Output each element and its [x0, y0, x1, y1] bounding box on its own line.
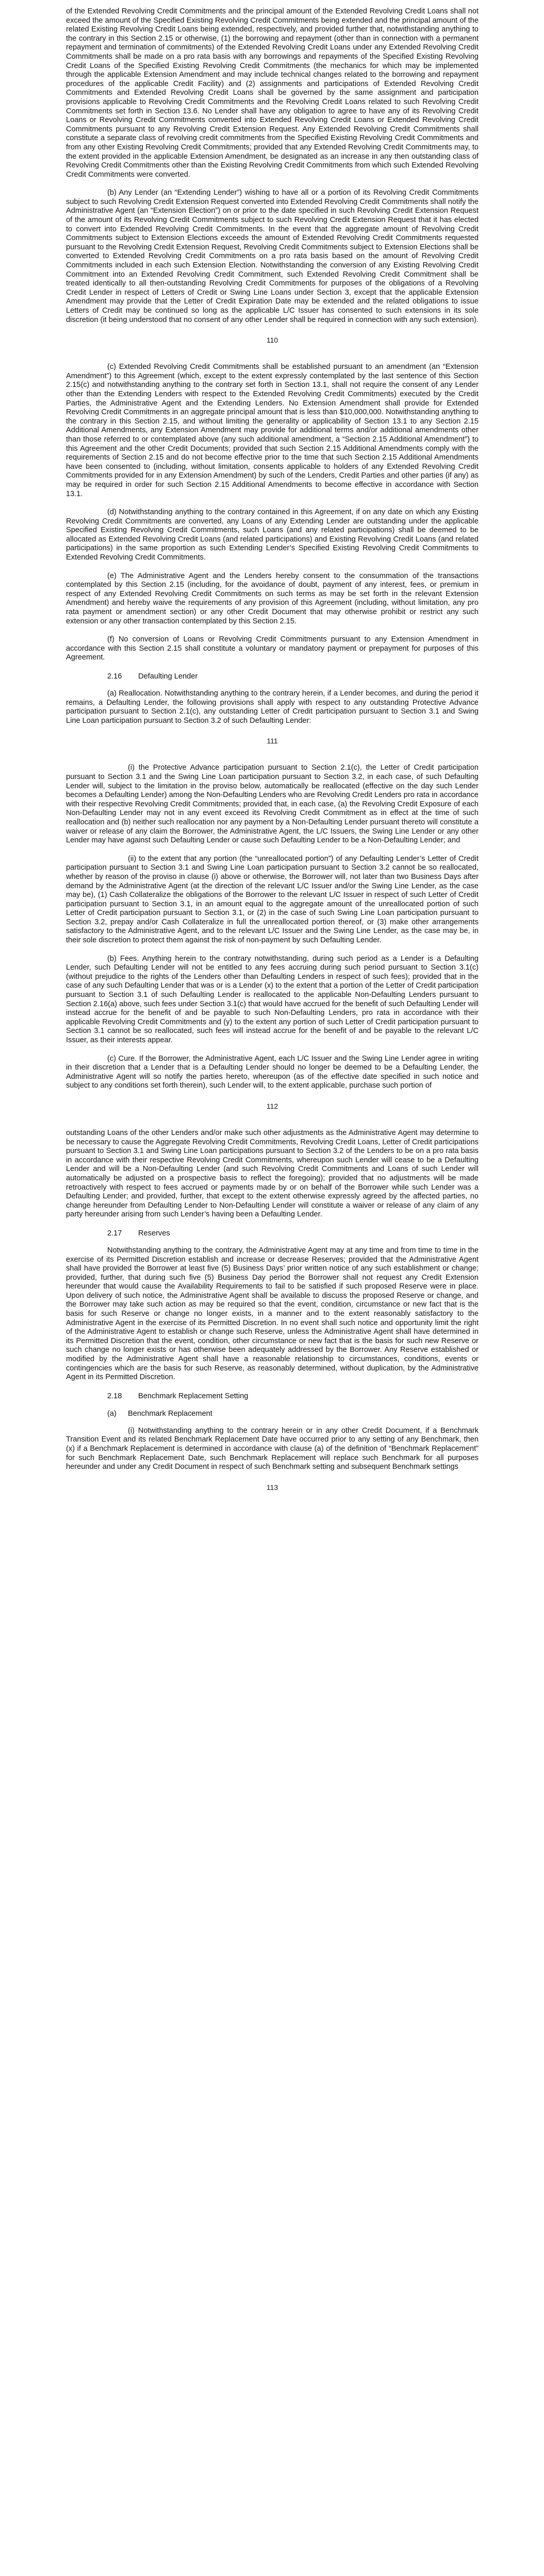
paragraph-b: (b) Any Lender (an “Extending Lender”) wishing to have all or a portion of its Revolving Credit Commitments subject to such Revolving Credit Extension Request converted into Extended Revolving Credit Commitments shall notify the Administrative Agent (an “Extension Election”) on or prior to the date specified in such Revolving Credit Extension Request of the amount of its Revolving Credit Commitments subject to such Revolving Credit Extension Request that it has elected to convert into Extended Revolving Credit Commitments. In the event that the aggregate amount of Revolving Credit Commitments subject to Extension Elections exceeds the amount of Extended Revolving Credit Commitments requested pursuant to the Revolving Credit Extension Request, Revolving Credit Commitments subject to Extension Elections shall be converted to Extended Revolving Credit Commitments on a pro rata basis based on the amount of Revolving Credit Commitments included in each such Extension Election. Notwithstanding the conversion of any Existing Revolving Credit Commitment into an Extended Revolving Credit Commitment, such Extended Revolving Credit Commitment shall be treated identically to all then-outstanding Revolving Credit Commitments for purposes of the obligations of a Revolving Credit Lender in respect of Letters of Credit or Swing Line Loans under Section 3, except that the applicable Extension Amendment may provide that the Letter of Credit Expiration Date may be extended and the related obligations to issue Letters of Credit may be continued so long as the applicable L/C Issuer has consented to such extensions in its sole discretion (it being understood that no consent of any other Lender shall be required in connection with any such extension). — [66, 189, 479, 324]
section-number: 2.18 — [107, 1392, 122, 1400]
section-heading — [66, 1392, 479, 1401]
subsection-heading — [66, 1409, 479, 1418]
paragraph-c: (c) Extended Revolving Credit Commitments shall be established pursuant to an amendment (an “Extension Amendment”) to this Agreement (which, except to the extent expressly contemplated by the last sentence of this Section 2.15(c) and notwithstanding anything to the contrary set forth in Section 13.1, shall not require the consent of any Lender other than the Extending Lenders with respect to the Extended Revolving Credit Commitments) executed by the Credit Parties, the Administrative Agent and the Extending Lenders. No Extension Amendment shall provide for Extended Revolving Credit Commitments in an aggregate principal amount that is less than $10,000,000. Notwithstanding anything to the contrary in this Section 2.15, and without limiting the generality or applicability of Section 13.1 to any Section 2.15 Additional Amendments, any Extension Amendment may provide for additional terms and/or additional amendments other than those referred to or contemplated above (any such additional amendment, a “Section 2.15 Additional Amendment”) to this Agreement and the other Credit Documents; provided that such Section 2.15 Additional Amendments comply with the requirements of Section 2.15 and do not become effective prior to the time that such Section 2.15 Additional Amendments have been consented to (including, without limitation, consents applicable to holders of any Extended Revolving Credit Commitments provided for in any Extension Amendment) by such of the Lenders, Credit Parties and other parties (if any) as may be required in order for such Section 2.15 Additional Amendments to become effective in accordance with Section 13.1. — [66, 363, 479, 498]
section-number: 2.16 — [107, 672, 122, 681]
paragraph-c-cure: (c) Cure. If the Borrower, the Administrative Agent, each L/C Issuer and the Swing Line Lender agree in writing in their discretion that a Lender that is a Defaulting Lender should no longer be deemed to be a Defaulting Lender, the Administrative Agent will so notify the parties hereto, whereupon (as of the effective date specified in such notice and subject to any conditions set forth therein), such Lender will, to the extent applicable, purchase such portion of — [66, 1054, 479, 1090]
subsection-title: Benchmark Replacement — [128, 1409, 212, 1418]
paragraph-b-fees: (b) Fees. Anything herein to the contrary notwithstanding, during such period as a Lender is a Defaulting Lender, such Defaulting Lender will not be entitled to any fees accruing during such period pursuant to Section 3.1(c) (without prejudice to the rights of the Lenders other than Defaulting Lenders in respect of such fees); provided that in the case of any such Defaulting Lender that was or is a Lender (x) to the extent that a portion of the Letter of Credit participation pursuant to Section 3.1 of such Defaulting Lender is reallocated to the applicable Non-Defaulting Lenders pursuant to Section 2.16(a) above, such fees under Section 3.1(c) that would have accrued for the benefit of such Defaulting Lender will instead accrue for the benefit of and be payable to such Non-Defaulting Lenders, pro rata in accordance with their applicable Revolving Credit Commitments and (y) to the extent any portion of such Letter of Credit participation pursuant to Section 3.1 cannot be so reallocated, such fees will instead accrue for the benefit of and be payable to the relevant L/C Issuer, as their interests appear. — [66, 954, 479, 1044]
paragraph-e: (e) The Administrative Agent and the Lenders hereby consent to the consummation of the transactions contemplated by this Section 2.15 (including, for the avoidance of doubt, payment of any interest, fees, or premium in respect of any Extended Revolving Credit Commitments on such terms as may be set forth in the relevant Extension Amendment) and hereby waive the requirements of any provision of this Agreement (including, without limitation, any pro rata payment or amendment section) or any other Credit Document that may otherwise prohibit or restrict any such extension or any other transaction contemplated by this Section 2.15. — [66, 571, 479, 625]
paragraph-a-reallocation: (a) Reallocation. Notwithstanding anything to the contrary herein, if a Lender becomes, and during the period it remains, a Defaulting Lender, the following provisions shall apply with respect to any outstanding Protective Advance participation pursuant to Section 2.1(c), any outstanding Letter of Credit participation pursuant to Section 3.1 and Swing Line Loan participation pursuant to Section 3.2 of such Defaulting Lender: — [66, 689, 479, 725]
section-heading — [66, 1229, 479, 1238]
section-heading — [66, 672, 479, 681]
page-number: 110 — [266, 336, 278, 345]
page-number: 112 — [266, 1101, 278, 1110]
section-title: Defaulting Lender — [138, 672, 198, 681]
page-number: 111 — [267, 737, 278, 745]
page-111 — [66, 355, 479, 752]
paragraph-i: (i) the Protective Advance participation pursuant to Section 2.1(c), the Letter of Credit participation pursuant to Section 3.1 and the Swing Line Loan participation pursuant to Section 3.2, in each case, of such Defaulting Lender will, subject to the limitation in the proviso below, automatically be reallocated (effective on the day such Lender becomes a Defaulting Lender) among the Non-Defaulting Lenders who are Revolving Credit Lenders pro rata in accordance with their respective Revolving Credit Commitments; provided that, in each case, (a) the Revolving Credit Exposure of each Non-Defaulting Lender may not in any event exceed its Revolving Credit Commitment as in effect at the time of such reallocation and (b) neither such reallocation nor any payment by a Non-Defaulting Lender pursuant thereto will constitute a waiver or release of any claim the Borrower, the Administrative Agent, the L/C Issuers, the Swing Line Lender or any other Lender may have against such Defaulting Lender or cause such Defaulting Lender to be a Non-Defaulting Lender; and — [66, 764, 479, 845]
paragraph-ii: (ii) to the extent that any portion (the “unreallocated portion”) of any Defaulting Lender’s Letter of Credit participation pursuant to Section 3.1 and Swing Line Loan participation pursuant to Section 3.2 cannot be so reallocated, whether by reason of the proviso in clause (i) above or otherwise, the Borrower will, not later than two Business Days after demand by the Administrative Agent (at the direction of the relevant L/C Issuer and/or the Swing Line Lender, as the case may be), (1) Cash Collateralize the obligations of the Borrower to the relevant L/C Issuer in respect of such Letter of Credit participation pursuant to Section 3.1, in an amount equal to the aggregate amount of the unreallocated portion of such Letter of Credit participation pursuant to Section 3.1, or (2) in the case of such Swing Line Loan participation pursuant to Section 3.2, prepay and/or Cash Collateralize in full the unreallocated portion thereof, or (3) make other arrangements satisfactory to the Administrative Agent, and to the relevant L/C Issuer and the Swing Line Lender, as the case may be, in their sole discretion to protect them against the risk of non-payment by such Defaulting Lender. — [66, 854, 479, 945]
section-title: Benchmark Replacement Setting — [138, 1392, 249, 1400]
paragraph-reserves: Notwithstanding anything to the contrary, the Administrative Agent may at any time and from time to time in the exercise of its Permitted Discretion establish and increase or decrease Reserves; provided that the Administrative Agent shall have provided the Borrower at least five (5) Business Days’ prior written notice of any such establishment or change; provided, further, that during such five (5) Business Day period the Borrower shall not request any Credit Extension hereunder that would cause the Availability Requirements to fail to be satisfied if such proposed Reserve were in place. Upon delivery of such notice, the Administrative Agent shall be available to discuss the proposed Reserve or change, and the Borrower may take such action as may be required so that the event, condition, circumstance or new fact that is the basis for such Reserve or change no longer exists, in a manner and to the extent reasonably satisfactory to the Administrative Agent in the exercise of its Permitted Discretion. In no event shall such notice and opportunity limit the right of the Administrative Agent to establish or change such Reserve, unless the Administrative Agent shall have determined in its Permitted Discretion that the event, condition, other circumstance or new fact that is the basis for such new Reserve or such change no longer exists or has otherwise been adequately addressed by the Borrower. Any Reserve established or modified by the Administrative Agent shall have a reasonable relationship to circumstances, conditions, events or contingencies which are the basis for such Reserve, as reasonably determined, without duplication, by the Administrative Agent in its Permitted Discretion. — [66, 1246, 479, 1382]
paragraph-i-benchmark: (i) Notwithstanding anything to the contrary herein or in any other Credit Document, if a Benchmark Transition Event and its related Benchmark Replacement Date have occurred prior to any setting of any Benchmark, then (x) if a Benchmark Replacement is determined in accordance with clause (a) of the definition of “Benchmark Replacement” for such Benchmark Replacement Date, such Benchmark Replacement will replace such Benchmark for all purposes hereunder and under any Credit Document in respect of such Benchmark setting and subsequent Benchmark settings — [66, 1426, 479, 1471]
section-number: 2.17 — [107, 1229, 122, 1238]
page-110 — [66, 0, 479, 351]
page-112 — [66, 756, 479, 1117]
section-title: Reserves — [138, 1229, 170, 1238]
subsection-number: (a) — [107, 1409, 117, 1418]
paragraph-f: (f) No conversion of Loans or Revolving Credit Commitments pursuant to any Extension Amendment in accordance with this Section 2.15 shall constitute a voluntary or mandatory payment or prepayment for purposes of this Agreement. — [66, 635, 479, 662]
paragraph-continued: outstanding Loans of the other Lenders and/or make such other adjustments as the Administrative Agent may determine to be necessary to cause the Aggregate Revolving Credit Commitments, Revolving Credit Loans, Letter of Credit participations pursuant to Section 3.1 and Swing Line Loan participations pursuant to Section 3.2 of the Lenders to be on a pro rata basis in accordance with their respective Revolving Credit Commitments, whereupon such Lender will cease to be a Defaulting Lender and will be a Non-Defaulting Lender (and such Revolving Credit Commitments and Loans of such Lender will automatically be adjusted on a prospective basis to reflect the foregoing); provided that no adjustments will be made retroactively with respect to fees accrued or payments made by or on behalf of the Borrower while such Lender was a Defaulting Lender; and provided, further, that except to the extent otherwise expressly agreed by the affected parties, no change hereunder from Defaulting Lender to Non-Defaulting Lender will constitute a waiver or release of any claim of any party hereunder arising from such Lender’s having been a Defaulting Lender. — [66, 1128, 479, 1219]
paragraph-d: (d) Notwithstanding anything to the contrary contained in this Agreement, if on any date on which any Existing Revolving Credit Commitments are converted, any Loans of any Extending Lender are outstanding under the applicable Specified Existing Revolving Credit Commitments, such Loans (and any related participations) shall be deemed to be allocated as Extended Revolving Credit Loans (and related participations) and Existing Revolving Credit Loans (and related participations) in the same proportion as such Extending Lender’s Specified Existing Revolving Credit Commitments to Extended Revolving Credit Commitments. — [66, 508, 479, 562]
page-113 — [66, 1122, 479, 1499]
paragraph: of the Extended Revolving Credit Commitments and the principal amount of the Extended Revolving Credit Loans shall not exceed the amount of the Specified Existing Revolving Credit Commitments being extended and the principal amount of the related Existing Revolving Credit Loans being extended, respectively, and provided further that, notwithstanding anything to the contrary in this Section 2.15 or otherwise, (1) the borrowing and repayment (other than in connection with a permanent repayment and termination of commitments) of the Extended Revolving Credit Loans under any Extended Revolving Credit Commitments shall be made on a pro rata basis with any borrowings and repayments of the Specified Existing Revolving Credit Loans of the Specified Existing Revolving Credit Commitments (the mechanics for which may be implemented through the applicable Extension Amendment and may include technical changes related to the borrowing and repayment procedures of the applicable Credit Facility) and (2) assignments and participations of Extended Revolving Credit Commitments and Extended Revolving Credit Loans shall be governed by the same assignment and participation provisions applicable to Revolving Credit Commitments and the Revolving Credit Loans related to such Revolving Credit Commitments set forth in Section 13.6. No Lender shall have any obligation to agree to have any of its Revolving Credit Loans or Revolving Credit Commitments converted into Extended Revolving Credit Loans or Extended Revolving Credit Commitments pursuant to any Revolving Credit Extension Request. Any Extended Revolving Credit Commitments shall constitute a separate class of revolving credit commitments from the Specified Existing Revolving Credit Commitments and from any other Existing Revolving Credit Commitments; provided that any Extended Revolving Credit Commitments may, to the extent provided in the applicable Extension Amendment, be designated as an increase in any then outstanding class of Revolving Credit Commitments other than the Existing Revolving Credit Commitments from which such Extended Revolving Credit Commitments were converted. — [66, 7, 479, 179]
document — [66, 0, 479, 1499]
page-number: 113 — [266, 1483, 278, 1492]
